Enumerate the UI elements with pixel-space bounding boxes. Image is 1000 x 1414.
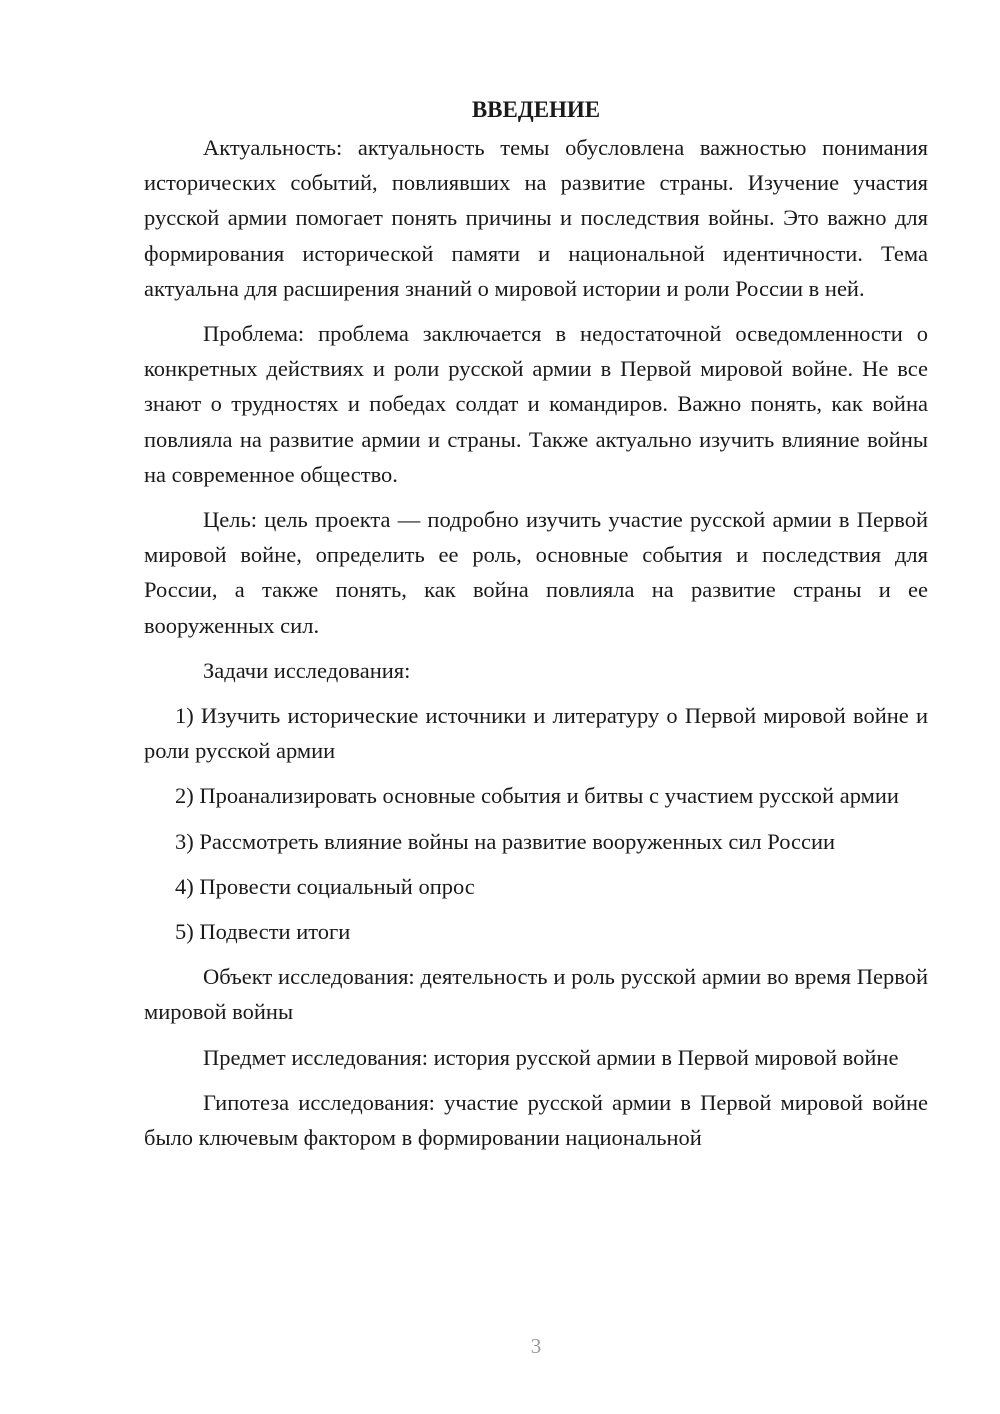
hypothesis-paragraph: Гипотеза исследования: участие русской армии в Первой мировой войне было ключевым фактором в формировании национальной xyxy=(144,1089,928,1151)
task-item-3: 3) Рассмотреть влияние войны на развитие вооруженных сил России xyxy=(175,828,836,854)
relevance-paragraph: Актуальность: актуальность темы обусловлена важностью понимания исторических событий, повлиявших на развитие страны. Изучение участия русской армии помогает понять причины и последствия войны. Это важно для формирования исторической памяти и национальной идентичности. Тема актуальна для расширения знаний о мировой истории и роли России в ней. xyxy=(144,135,928,301)
task-item-4: 4) Провести социальный опрос xyxy=(175,873,475,899)
task-item-2: 2) Проанализировать основные события и битвы с участием русской армии xyxy=(175,783,899,809)
goal-paragraph: Цель: цель проекта — подробно изучить участие русской армии в Первой мировой войне, определить ее роль, основные события и последствия для России, а также понять, как война повлияла на развитие страны и ее вооруженных сил. xyxy=(144,507,928,638)
page-number: 3 xyxy=(530,1334,542,1358)
section-title: ВВЕДЕНИЕ xyxy=(471,97,601,122)
document-page xyxy=(144,92,928,1155)
task-item-5: 5) Подвести итоги xyxy=(175,919,351,945)
task-item-1: 1) Изучить исторические источники и литературу о Первой мировой войне и роли русской армии xyxy=(144,703,928,764)
problem-paragraph: Проблема: проблема заключается в недостаточной осведомленности о конкретных действиях и роли русской армии в Первой мировой войне. Не все знают о трудностях и победах солдат и командиров. Важно понять, как война повлияла на развитие армии и страны. Также актуально изучить влияние войны на современное общество. xyxy=(144,321,928,487)
subject-paragraph: Предмет исследования: история русской армии в Первой мировой войне xyxy=(203,1044,899,1070)
object-paragraph: Объект исследования: деятельность и роль русской армии во время Первой мировой войны xyxy=(144,964,928,1025)
tasks-heading: Задачи исследования: xyxy=(203,657,411,683)
